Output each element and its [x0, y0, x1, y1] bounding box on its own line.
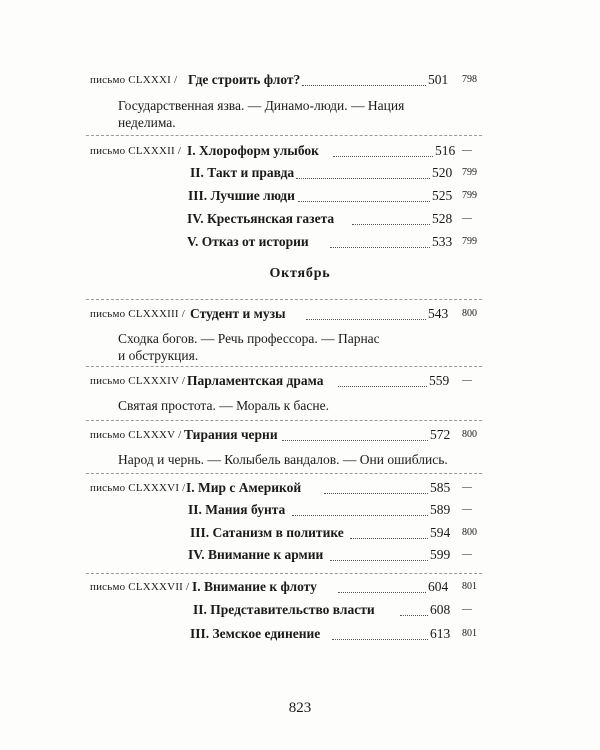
- entry-ref: 801: [462, 581, 477, 592]
- toc-entry: [0, 545, 600, 565]
- description-line: неделима.: [118, 115, 176, 130]
- entry-title: I. Внимание к флоту: [192, 579, 317, 594]
- entry-page: 528: [432, 211, 453, 226]
- entry-ref: 800: [462, 429, 477, 440]
- letter-label: письмо CLXXXIII /: [90, 308, 185, 320]
- entry-ref: 798: [462, 74, 477, 85]
- entry-page: 594: [430, 525, 451, 540]
- entry-ref: —: [462, 549, 472, 560]
- entry-page: 533: [432, 234, 453, 249]
- dot-leader: [338, 374, 427, 387]
- toc-entry: [0, 186, 600, 206]
- entry-page: 604: [428, 579, 449, 594]
- entry-page: 589: [430, 502, 451, 517]
- dot-leader: [282, 428, 428, 441]
- entry-page: 501: [428, 72, 449, 87]
- toc-entry: [0, 624, 600, 644]
- section-heading: Октябрь: [269, 266, 331, 281]
- entry-page: 572: [430, 427, 451, 442]
- entry-title: Парламентская драма: [187, 373, 324, 388]
- dot-leader: [338, 580, 426, 593]
- entry-ref: —: [462, 145, 472, 156]
- entry-ref: 799: [462, 167, 477, 178]
- entry-title: III. Земское единение: [190, 626, 321, 641]
- description-line: Народ и чернь. — Колыбель вандалов. — Они ошиблись.: [118, 452, 448, 467]
- toc-entry: [0, 371, 600, 391]
- separator: [86, 366, 482, 367]
- letter-label: письмо CLXXXIV /: [90, 375, 186, 387]
- toc-entry: [0, 425, 600, 445]
- entry-page: 613: [430, 626, 451, 641]
- toc-entry: [0, 163, 600, 183]
- toc-entry: [0, 500, 600, 520]
- toc-entry: [0, 141, 600, 161]
- description-line: Сходка богов. — Речь профессора. — Парнас: [118, 331, 380, 346]
- separator: [86, 135, 482, 136]
- toc-entry: [0, 70, 600, 90]
- entry-title: III. Лучшие люди: [188, 188, 295, 203]
- dot-leader: [302, 73, 426, 86]
- entry-ref: 799: [462, 236, 477, 247]
- letter-description: [118, 397, 438, 414]
- entry-page: 599: [430, 547, 451, 562]
- description-line: Святая простота. — Мораль к басне.: [118, 398, 330, 413]
- entry-page: 559: [429, 373, 450, 388]
- entry-page: 525: [432, 188, 453, 203]
- letter-description: [118, 451, 458, 468]
- entry-ref: 801: [462, 628, 477, 639]
- entry-title: IV. Крестьянская газета: [187, 211, 335, 226]
- entry-title: Где строить флот?: [188, 72, 301, 87]
- entry-ref: —: [462, 482, 472, 493]
- entry-page: 520: [432, 165, 453, 180]
- entry-page: 585: [430, 480, 451, 495]
- dot-leader: [324, 481, 428, 494]
- entry-title: IV. Внимание к армии: [188, 547, 324, 562]
- letter-label: письмо CLXXXVI /: [90, 482, 186, 494]
- toc-entry: [0, 577, 600, 597]
- entry-ref: —: [462, 375, 472, 386]
- dot-leader: [352, 212, 430, 225]
- description-line: Государственная язва. — Динамо-люди. — Нация: [118, 98, 405, 113]
- description-line: и обструкция.: [118, 348, 199, 363]
- dot-leader: [296, 166, 430, 179]
- dot-leader: [330, 548, 428, 561]
- letter-label: письмо CLXXXI /: [90, 74, 178, 86]
- entry-ref: —: [462, 604, 472, 615]
- entry-page: 516: [435, 143, 456, 158]
- separator: [86, 473, 482, 474]
- dot-leader: [350, 526, 428, 539]
- dot-leader: [298, 189, 430, 202]
- entry-ref: —: [462, 213, 472, 224]
- entry-title: II. Мания бунта: [188, 502, 286, 517]
- separator: [86, 420, 482, 421]
- dot-leader: [333, 144, 433, 157]
- toc-entry: [0, 478, 600, 498]
- page-number: 823: [288, 700, 312, 716]
- entry-title: II. Представительство власти: [193, 602, 375, 617]
- toc-entry: [0, 600, 600, 620]
- entry-ref: 799: [462, 190, 477, 201]
- entry-title: Студент и музы: [190, 306, 286, 321]
- letter-label: письмо CLXXXII /: [90, 145, 182, 157]
- entry-ref: 800: [462, 308, 477, 319]
- entry-title: Тирания черни: [184, 427, 278, 442]
- letter-label: письмо CLXXXV /: [90, 429, 182, 441]
- toc-entry: [0, 209, 600, 229]
- toc-entry: [0, 523, 600, 543]
- separator: [86, 573, 482, 574]
- entry-title: V. Отказ от истории: [187, 234, 309, 249]
- dot-leader: [330, 235, 430, 248]
- entry-title: I. Мир с Америкой: [186, 480, 302, 495]
- letter-label: письмо CLXXXVII /: [90, 581, 190, 593]
- entry-page: 608: [430, 602, 451, 617]
- separator: [86, 299, 482, 300]
- entry-ref: 800: [462, 527, 477, 538]
- entry-title: III. Сатанизм в политике: [190, 525, 344, 540]
- toc-entry: [0, 232, 600, 252]
- entry-page: 543: [428, 306, 449, 321]
- dot-leader: [292, 503, 428, 516]
- dot-leader: [400, 603, 428, 616]
- entry-title: I. Хлороформ улыбок: [187, 143, 319, 158]
- entry-ref: —: [462, 504, 472, 515]
- entry-title: II. Такт и правда: [190, 165, 295, 180]
- letter-description: [118, 97, 438, 131]
- dot-leader: [306, 307, 426, 320]
- dot-leader: [332, 627, 428, 640]
- toc-entry: [0, 304, 600, 324]
- letter-description: [118, 330, 438, 364]
